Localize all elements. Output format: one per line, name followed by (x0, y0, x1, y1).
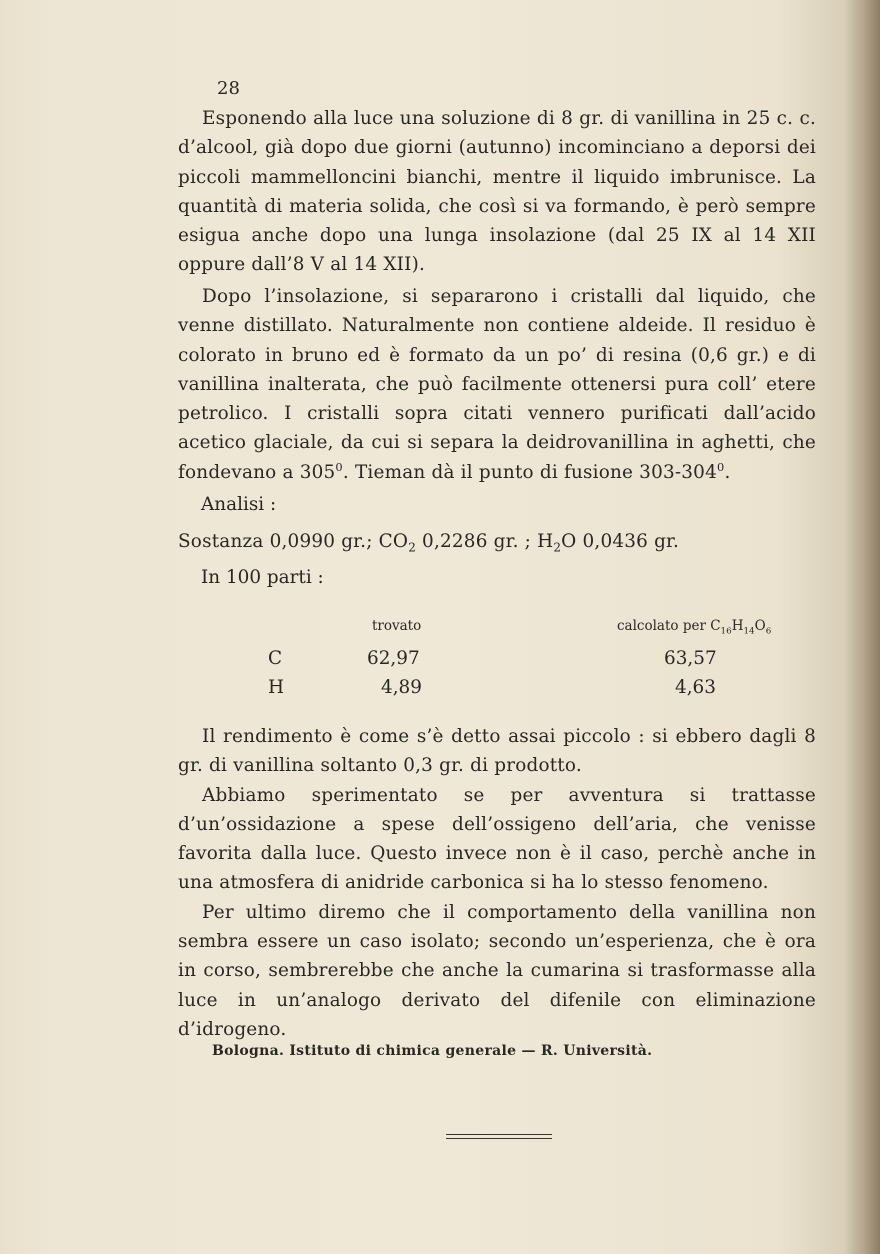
table-row-h-calc: 4,63 (675, 677, 716, 698)
formula-o: O (754, 618, 766, 634)
paragraph-5-text: Per ultimo diremo che il comportamento della vanillina non sembra essere un caso isolato; secondo un’esperienza, che è ora in corso, sembrerebbe che anche la cumarina si trasformasse alla luce in un’analogo derivato del difenile con eliminazione d’idrogeno. (178, 901, 816, 1040)
paragraph-exposure (178, 104, 816, 280)
paragraph-distillation (178, 282, 816, 487)
institution-footer: Bologna. Istituto di chimica generale — R. Università. (212, 1043, 653, 1059)
paragraph-4-text: Abbiamo sperimentato se per avventura si trattasse d’un’ossidazione a spese dell’ossigeno dell’aria, che venisse favorita dalla luce. Questo invece non è il caso, perchè anche in una atmosfera di anidride carbonica si ha lo stesso fenomeno. (178, 784, 816, 894)
formula-h: H (731, 618, 744, 634)
substance-label: Sostanza 0,0990 gr.; CO (178, 531, 409, 552)
end-rule-bottom (446, 1138, 552, 1139)
table-row-h-found: 4,89 (381, 677, 422, 698)
calc-header-prefix: calcolato per C (617, 618, 721, 634)
co2-subscript: 2 (408, 540, 416, 555)
table-row-c-calc: 63,57 (664, 648, 717, 669)
analysis-heading: Analisi : (201, 494, 277, 515)
table-row-h-element: H (268, 677, 285, 698)
degree-sup-2: 0 (717, 459, 725, 474)
degree-sup-1: 0 (335, 459, 343, 474)
table-row-c-found: 62,97 (367, 648, 420, 669)
formula-sub-h: 14 (743, 626, 755, 637)
paragraph-3-text: Il rendimento è come s’è detto assai piccolo : si ebbero dagli 8 gr. di vanillina soltanto 0,3 gr. di prodotto. (178, 726, 816, 777)
paragraph-2-part-c: . (724, 461, 731, 483)
table-row-c-element: C (268, 648, 283, 669)
page-edge-shadow (844, 0, 880, 1254)
formula-sub-o: 6 (765, 626, 772, 637)
percent-heading: In 100 parti : (201, 567, 324, 588)
formula-sub-c: 16 (720, 626, 732, 637)
h2o-value: O 0,0436 gr. (561, 531, 680, 552)
page-number: 28 (217, 78, 240, 99)
table-header-calculated (617, 618, 772, 637)
paragraph-2-part-b: . Tieman dà il punto di fusione 303-304 (342, 461, 717, 483)
co2-value: 0,2286 gr. ; H (416, 531, 554, 552)
end-rule-top (446, 1134, 552, 1135)
table-header-found: trovato (372, 618, 422, 634)
paragraph-2-part-a: Dopo l’insolazione, si separarono i cristalli dal liquido, che venne distillato. Naturalmente non contiene aldeide. Il residuo è colorato in bruno ed è formato da un po’ di resina (0,6 gr.) e di vanillina inalterata, che può facilmente ottenersi pura coll’ etere petrolico. I cristalli sopra citati vennero purificati dall’acido acetico glaciale, da cui si separa la deidrovanillina in aghetti, che fondevano a 305 (178, 286, 816, 483)
analysis-substance-line (178, 531, 680, 555)
h2o-subscript: 2 (553, 540, 562, 555)
paragraph-block-conclusion (178, 722, 816, 1044)
paragraph-2-text (178, 282, 816, 487)
paragraph-1-text: Esponendo alla luce una soluzione di 8 gr. di vanillina in 25 c. c. d’alcool, già dopo due giorni (autunno) incominciano a deporsi dei piccoli mammelloncini bianchi, mentre il liquido imbrunisce. La quantità di materia solida, che così si va formando, è però sempre esigua anche dopo una lunga insolazione (dal 25 IX al 14 XII oppure dall’8 V al 14 XII). (178, 108, 816, 276)
